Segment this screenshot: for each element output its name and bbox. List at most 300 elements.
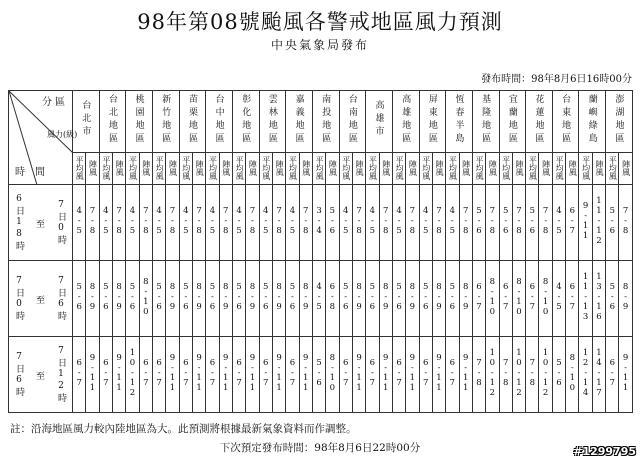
wind-level: 9-11 (434, 353, 445, 393)
wind-level: 7-8 (513, 206, 524, 236)
sub-header-label: 陣風 (488, 159, 498, 176)
time-period (9, 337, 73, 413)
region-name: 苗栗地區 (186, 93, 197, 146)
wind-level: 5-6 (260, 282, 271, 312)
region-header (472, 91, 499, 153)
wind-level: 8-9 (247, 282, 258, 312)
avg-wind-header (152, 153, 165, 185)
wind-level: 4-5 (340, 206, 351, 236)
sub-header-label: 平均風 (501, 155, 511, 180)
wind-level: 9-11 (380, 353, 391, 393)
header-corner (9, 91, 78, 185)
region-name: 花蓮地區 (533, 93, 544, 146)
gust-value (86, 337, 99, 413)
wind-level: 10-12 (513, 348, 524, 398)
gust-value (166, 185, 179, 261)
avg-wind-value (526, 337, 539, 413)
wind-level: 8-9 (354, 282, 365, 312)
wind-level: 4-5 (180, 206, 191, 236)
wind-level: 7-8 (527, 358, 538, 388)
sub-header-label: 陣風 (88, 159, 98, 176)
sub-header-label: 陣風 (461, 159, 471, 176)
gust-header (619, 153, 632, 185)
avg-wind-value (312, 261, 325, 337)
forecast-row (9, 261, 633, 337)
gust-value (112, 337, 125, 413)
region-name: 蘭嶼綠島 (586, 93, 597, 146)
gust-value (619, 261, 632, 337)
avg-wind-value (99, 337, 112, 413)
avg-wind-header (552, 153, 565, 185)
region-name: 彰化地區 (240, 93, 251, 146)
avg-wind-value (499, 185, 512, 261)
wind-level: 4-5 (260, 206, 271, 236)
avg-wind-header (179, 153, 192, 185)
avg-wind-value (419, 185, 432, 261)
wind-level: 8-10 (140, 277, 151, 317)
wind-level: 9-11 (194, 353, 205, 393)
avg-wind-value (99, 185, 112, 261)
gust-value (619, 185, 632, 261)
period-separator: 至 (35, 219, 45, 230)
wind-level: 8-10 (513, 277, 524, 317)
gust-header (219, 153, 232, 185)
wind-level: 8-9 (460, 282, 471, 312)
wind-level: 5-6 (74, 282, 85, 312)
wind-level: 9-11 (114, 353, 125, 393)
wind-level: 4-5 (234, 206, 245, 236)
avg-wind-value (446, 261, 459, 337)
wind-level: 9-11 (460, 353, 471, 393)
region-header (179, 91, 206, 153)
region-name: 屏東地區 (426, 93, 437, 146)
wind-level: 7-8 (114, 206, 125, 236)
sub-header-label: 陣風 (514, 159, 524, 176)
next-issue-time: 下次預定發布時間：98年8月6日22時00分 (219, 442, 421, 454)
gust-value (432, 261, 445, 337)
gust-value (406, 185, 419, 261)
gust-header (379, 153, 392, 185)
wind-level: 7-8 (407, 206, 418, 236)
gust-value (246, 261, 259, 337)
wind-level: 5-6 (367, 282, 378, 312)
wind-level: 8-10 (540, 277, 551, 317)
wind-level: 5-6 (127, 282, 138, 312)
avg-wind-value (259, 261, 272, 337)
region-header (499, 91, 526, 153)
sub-header-label: 平均風 (475, 155, 484, 180)
sub-header-label: 陣風 (301, 159, 311, 176)
avg-wind-value (179, 185, 192, 261)
gust-value (139, 261, 152, 337)
region-name: 台中地區 (213, 93, 224, 146)
gust-value (379, 261, 392, 337)
wind-level: 8-9 (620, 282, 631, 312)
wind-level: 7-8 (487, 206, 498, 236)
wind-level: 5-6 (553, 358, 564, 388)
avg-wind-header (73, 153, 86, 185)
wind-level: 9-11 (87, 353, 98, 393)
wind-level: 5-6 (500, 206, 511, 236)
wind-level: 6-7 (74, 358, 85, 388)
avg-wind-value (419, 261, 432, 337)
avg-wind-value (339, 185, 352, 261)
avg-wind-value (152, 337, 165, 413)
wind-level: 5-6 (527, 206, 538, 236)
gust-value (566, 261, 579, 337)
wind-level: 5-6 (234, 282, 245, 312)
wind-level: 8-9 (434, 282, 445, 312)
avg-wind-header (312, 153, 325, 185)
avg-wind-header (339, 153, 352, 185)
avg-wind-value (126, 185, 139, 261)
wind-level: 13-16 (593, 272, 604, 322)
wind-level: 5-6 (327, 206, 338, 236)
gust-header (432, 153, 445, 185)
gust-value (432, 337, 445, 413)
avg-wind-value (286, 261, 299, 337)
gust-header (326, 153, 339, 185)
wind-level: 7-8 (540, 206, 551, 236)
gust-value (512, 261, 525, 337)
corner-time-label: 時間 (15, 167, 55, 178)
gust-header (192, 153, 205, 185)
period-end: 7日0時 (56, 199, 66, 246)
wind-level: 6-8 (327, 282, 338, 312)
wind-level: 7-8 (87, 206, 98, 236)
sub-header-label: 平均風 (128, 155, 138, 180)
avg-wind-value (286, 337, 299, 413)
gust-value (86, 261, 99, 337)
gust-value (219, 261, 232, 337)
gust-value (219, 337, 232, 413)
avg-wind-value (366, 185, 379, 261)
region-name: 台北市 (80, 100, 91, 139)
avg-wind-value (312, 185, 325, 261)
avg-wind-value (339, 337, 352, 413)
gust-header (459, 153, 472, 185)
issuer: 中央氣象局發布 (270, 38, 369, 52)
wind-level: 7-8 (474, 358, 484, 388)
region-header (552, 91, 579, 153)
period-start: 7日0時 (14, 275, 24, 322)
region-name: 宜蘭地區 (506, 93, 517, 146)
gust-value (592, 185, 605, 261)
gust-value (326, 337, 339, 413)
gust-value (406, 261, 419, 337)
sub-header-label: 陣風 (328, 159, 338, 176)
wind-level: 4-5 (287, 206, 298, 236)
gust-header (539, 153, 552, 185)
sub-header-label: 平均風 (448, 155, 458, 180)
wind-level: 4-5 (207, 206, 218, 236)
wind-level: 6-7 (500, 282, 511, 312)
wind-level: 5-6 (340, 282, 351, 312)
gust-value (352, 261, 365, 337)
wind-level: 4-5 (447, 206, 458, 236)
gust-value (192, 337, 205, 413)
wind-level: 7-8 (247, 206, 258, 236)
region-header (126, 91, 153, 153)
wind-level: 5-6 (314, 358, 325, 388)
wind-level: 9-11 (407, 353, 418, 393)
avg-wind-header (286, 153, 299, 185)
sub-header-label: 平均風 (261, 155, 271, 180)
avg-wind-value (259, 185, 272, 261)
wind-level: 7-8 (354, 206, 365, 236)
wind-level: 8-9 (274, 282, 285, 312)
gust-value (539, 337, 552, 413)
avg-wind-value (339, 261, 352, 337)
avg-wind-value (312, 337, 325, 413)
wind-level: 6-7 (607, 358, 618, 388)
sub-header-label: 陣風 (221, 159, 231, 176)
region-header (579, 91, 606, 153)
wind-level: 9-11 (300, 353, 311, 393)
sub-header-label: 平均風 (421, 155, 431, 180)
avg-wind-value (73, 337, 86, 413)
gust-value (219, 185, 232, 261)
sub-header-label: 陣風 (568, 159, 578, 176)
sub-header-label: 平均風 (101, 155, 111, 180)
wind-level: 7-8 (460, 206, 471, 236)
wind-level: 6-7 (340, 358, 351, 388)
region-name: 台南地區 (346, 93, 357, 146)
avg-wind-value (606, 261, 619, 337)
wind-level: 6-7 (260, 358, 271, 388)
wind-level: 8-9 (300, 282, 311, 312)
sub-header-label: 平均風 (155, 155, 165, 180)
region-name: 台北地區 (106, 93, 117, 146)
wind-level: 7-8 (500, 358, 511, 388)
wind-level: 5-6 (180, 282, 191, 312)
wind-level: 9-11 (220, 353, 231, 393)
avg-wind-value (472, 337, 485, 413)
gust-value (299, 261, 312, 337)
gust-value (379, 185, 392, 261)
gust-value (512, 185, 525, 261)
avg-wind-value (419, 337, 432, 413)
gust-header (299, 153, 312, 185)
sub-header-label: 平均風 (341, 155, 351, 180)
gust-value (592, 261, 605, 337)
gust-value (539, 185, 552, 261)
wind-level: 6-7 (567, 206, 578, 236)
avg-wind-header (206, 153, 219, 185)
wind-level: 7-8 (274, 206, 285, 236)
region-header (259, 91, 286, 153)
avg-wind-header (472, 153, 485, 185)
gust-value (326, 261, 339, 337)
gust-value (406, 337, 419, 413)
wind-level: 8-9 (407, 282, 418, 312)
issue-time: 發布時間：98年8月6日16時00分 (481, 74, 632, 85)
gust-value (139, 185, 152, 261)
wind-level: 6-7 (527, 282, 538, 312)
avg-wind-value (606, 185, 619, 261)
region-name: 高雄地區 (400, 93, 411, 146)
page-title: 98年第08號颱風各警戒地區風力預測 (137, 10, 503, 34)
avg-wind-value (392, 337, 405, 413)
avg-wind-header (126, 153, 139, 185)
avg-wind-header (446, 153, 459, 185)
wind-level: 9-11 (167, 353, 178, 393)
avg-wind-value (526, 261, 539, 337)
gust-value (192, 261, 205, 337)
sub-header-label: 陣風 (435, 159, 445, 176)
wind-level: 8-9 (114, 282, 125, 312)
wind-level: 10-12 (127, 348, 138, 398)
wind-level: 7-8 (194, 206, 205, 236)
region-name: 台東地區 (560, 93, 571, 146)
wind-level: 6-7 (420, 358, 431, 388)
gust-value (592, 337, 605, 413)
avg-wind-value (179, 261, 192, 337)
region-header (446, 91, 473, 153)
gust-header (352, 153, 365, 185)
region-header (606, 91, 633, 153)
wind-level: 10-12 (540, 348, 551, 398)
wind-forecast-table (8, 90, 633, 413)
sub-header-label: 平均風 (608, 155, 618, 180)
wind-level: 5-6 (100, 282, 111, 312)
region-header (366, 91, 393, 153)
gust-value (459, 261, 472, 337)
avg-wind-value (472, 261, 485, 337)
gust-value (486, 185, 499, 261)
wind-level: 5-6 (607, 282, 618, 312)
region-header (392, 91, 419, 153)
gust-value (246, 337, 259, 413)
avg-wind-header (579, 153, 592, 185)
wind-level: 4-5 (553, 282, 564, 312)
gust-value (566, 185, 579, 261)
avg-wind-value (232, 337, 245, 413)
avg-wind-header (606, 153, 619, 185)
forecast-row (9, 185, 633, 261)
wind-level: 8-9 (194, 282, 205, 312)
gust-value (166, 261, 179, 337)
gust-header (139, 153, 152, 185)
gust-value (352, 337, 365, 413)
sub-header-label: 陣風 (541, 159, 551, 176)
avg-wind-value (579, 185, 592, 261)
sub-header-label: 陣風 (275, 159, 285, 176)
sub-header-label: 陣風 (168, 159, 178, 176)
wind-level: 8-9 (167, 282, 178, 312)
sub-header-label: 平均風 (395, 155, 405, 180)
sub-header-label: 陣風 (408, 159, 418, 176)
period-start: 7日6時 (14, 351, 24, 398)
period-separator: 至 (35, 295, 45, 306)
avg-wind-header (259, 153, 272, 185)
gust-header (566, 153, 579, 185)
sub-header-label: 平均風 (581, 155, 591, 180)
avg-wind-header (232, 153, 245, 185)
gust-value (459, 185, 472, 261)
wind-level: 9-11 (580, 201, 591, 241)
wind-level: 6-7 (474, 282, 484, 312)
region-header (526, 91, 553, 153)
region-header (99, 91, 126, 153)
region-name: 南投地區 (320, 93, 331, 146)
region-header (286, 91, 313, 153)
time-period (9, 261, 73, 337)
sub-header-label: 平均風 (315, 155, 325, 180)
avg-wind-value (392, 261, 405, 337)
region-header (339, 91, 366, 153)
avg-wind-value (499, 261, 512, 337)
gust-value (432, 185, 445, 261)
wind-level: 4-5 (367, 206, 378, 236)
wind-level: 6-7 (234, 358, 245, 388)
avg-wind-value (206, 185, 219, 261)
gust-value (246, 185, 259, 261)
avg-wind-value (392, 185, 405, 261)
avg-wind-header (499, 153, 512, 185)
avg-wind-value (259, 337, 272, 413)
wind-level: 6-7 (567, 282, 578, 312)
avg-wind-value (99, 261, 112, 337)
wind-level: 4-5 (420, 206, 431, 236)
gust-header (486, 153, 499, 185)
footnote: 註：沿海地區風力較內陸地區為大。此預測將根據最新氣象資料而作調整。 (10, 423, 357, 435)
gust-value (299, 185, 312, 261)
wind-level: 6-7 (154, 358, 165, 388)
gust-header (592, 153, 605, 185)
gust-header (246, 153, 259, 185)
gust-value (272, 261, 285, 337)
gust-header (166, 153, 179, 185)
avg-wind-value (232, 261, 245, 337)
wind-level: 6-7 (287, 358, 298, 388)
sub-header-label: 平均風 (368, 155, 378, 180)
avg-wind-value (366, 261, 379, 337)
wind-level: 5-6 (287, 282, 298, 312)
avg-wind-value (73, 261, 86, 337)
avg-wind-value (579, 261, 592, 337)
wind-level: 5-6 (154, 282, 165, 312)
sub-header-label: 平均風 (288, 155, 298, 180)
wind-level: 10-12 (487, 348, 498, 398)
sub-header-label: 平均風 (208, 155, 218, 180)
time-period (9, 185, 73, 261)
wind-level: 8-10 (487, 277, 498, 317)
wind-level: 4-5 (100, 206, 111, 236)
wind-level: 6-7 (447, 358, 458, 388)
wind-level: 7-8 (140, 206, 151, 236)
gust-value (112, 185, 125, 261)
sub-header-label: 平均風 (181, 155, 191, 180)
gust-value (512, 337, 525, 413)
region-header (232, 91, 259, 153)
period-start: 6日18時 (14, 193, 24, 252)
gust-value (326, 185, 339, 261)
wind-level: 8-9 (87, 282, 98, 312)
gust-value (272, 337, 285, 413)
region-header (152, 91, 179, 153)
wind-level: 9-11 (354, 353, 365, 393)
gust-value (566, 337, 579, 413)
wind-level: 7-8 (220, 206, 231, 236)
wind-level: 4-5 (553, 206, 564, 236)
corner-level-label: 風力(級) (47, 130, 78, 139)
wind-level: 4-5 (127, 206, 138, 236)
wind-level: 4-5 (74, 206, 85, 236)
gust-value (272, 185, 285, 261)
period-end: 7日6時 (56, 275, 66, 322)
avg-wind-value (472, 185, 485, 261)
